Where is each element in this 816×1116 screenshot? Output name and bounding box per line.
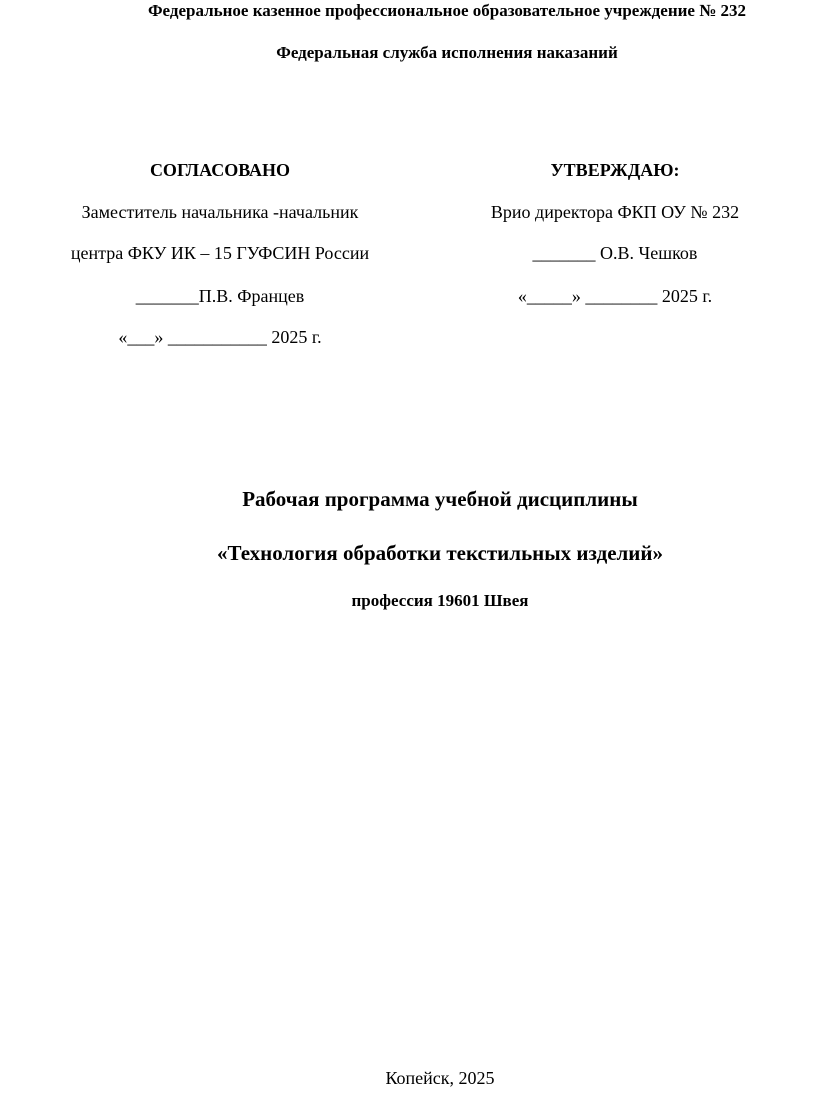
agreed-position-line-1: Заместитель начальника -начальник (81, 202, 359, 222)
agreed-signature-line: _______П.В. Францев (135, 286, 305, 306)
place-and-year: Копейск, 2025 (385, 1068, 495, 1088)
agreed-position-line-2: центра ФКУ ИК – 15 ГУФСИН России (70, 243, 370, 263)
agreed-date-line: «___» ___________ 2025 г. (118, 327, 322, 347)
institution-name: Федеральное казенное профессиональное образовательное учреждение № 232 (147, 1, 747, 20)
agreed-heading: СОГЛАСОВАНО (149, 160, 291, 180)
approved-position-line: Врио директора ФКП ОУ № 232 (490, 202, 740, 222)
approved-signature-line: _______ О.В. Чешков (532, 243, 698, 263)
approved-heading: УТВЕРЖДАЮ: (550, 160, 680, 180)
service-name: Федеральная служба исполнения наказаний (276, 43, 618, 62)
document-title: Рабочая программа учебной дисциплины (242, 487, 638, 511)
profession-line: профессия 19601 Швея (351, 591, 529, 610)
approved-date-line: «_____» ________ 2025 г. (517, 286, 713, 306)
discipline-name: «Технология обработки текстильных изделий» (216, 541, 663, 565)
approval-approved-block (430, 0, 800, 400)
approval-agreed-block (40, 0, 400, 400)
